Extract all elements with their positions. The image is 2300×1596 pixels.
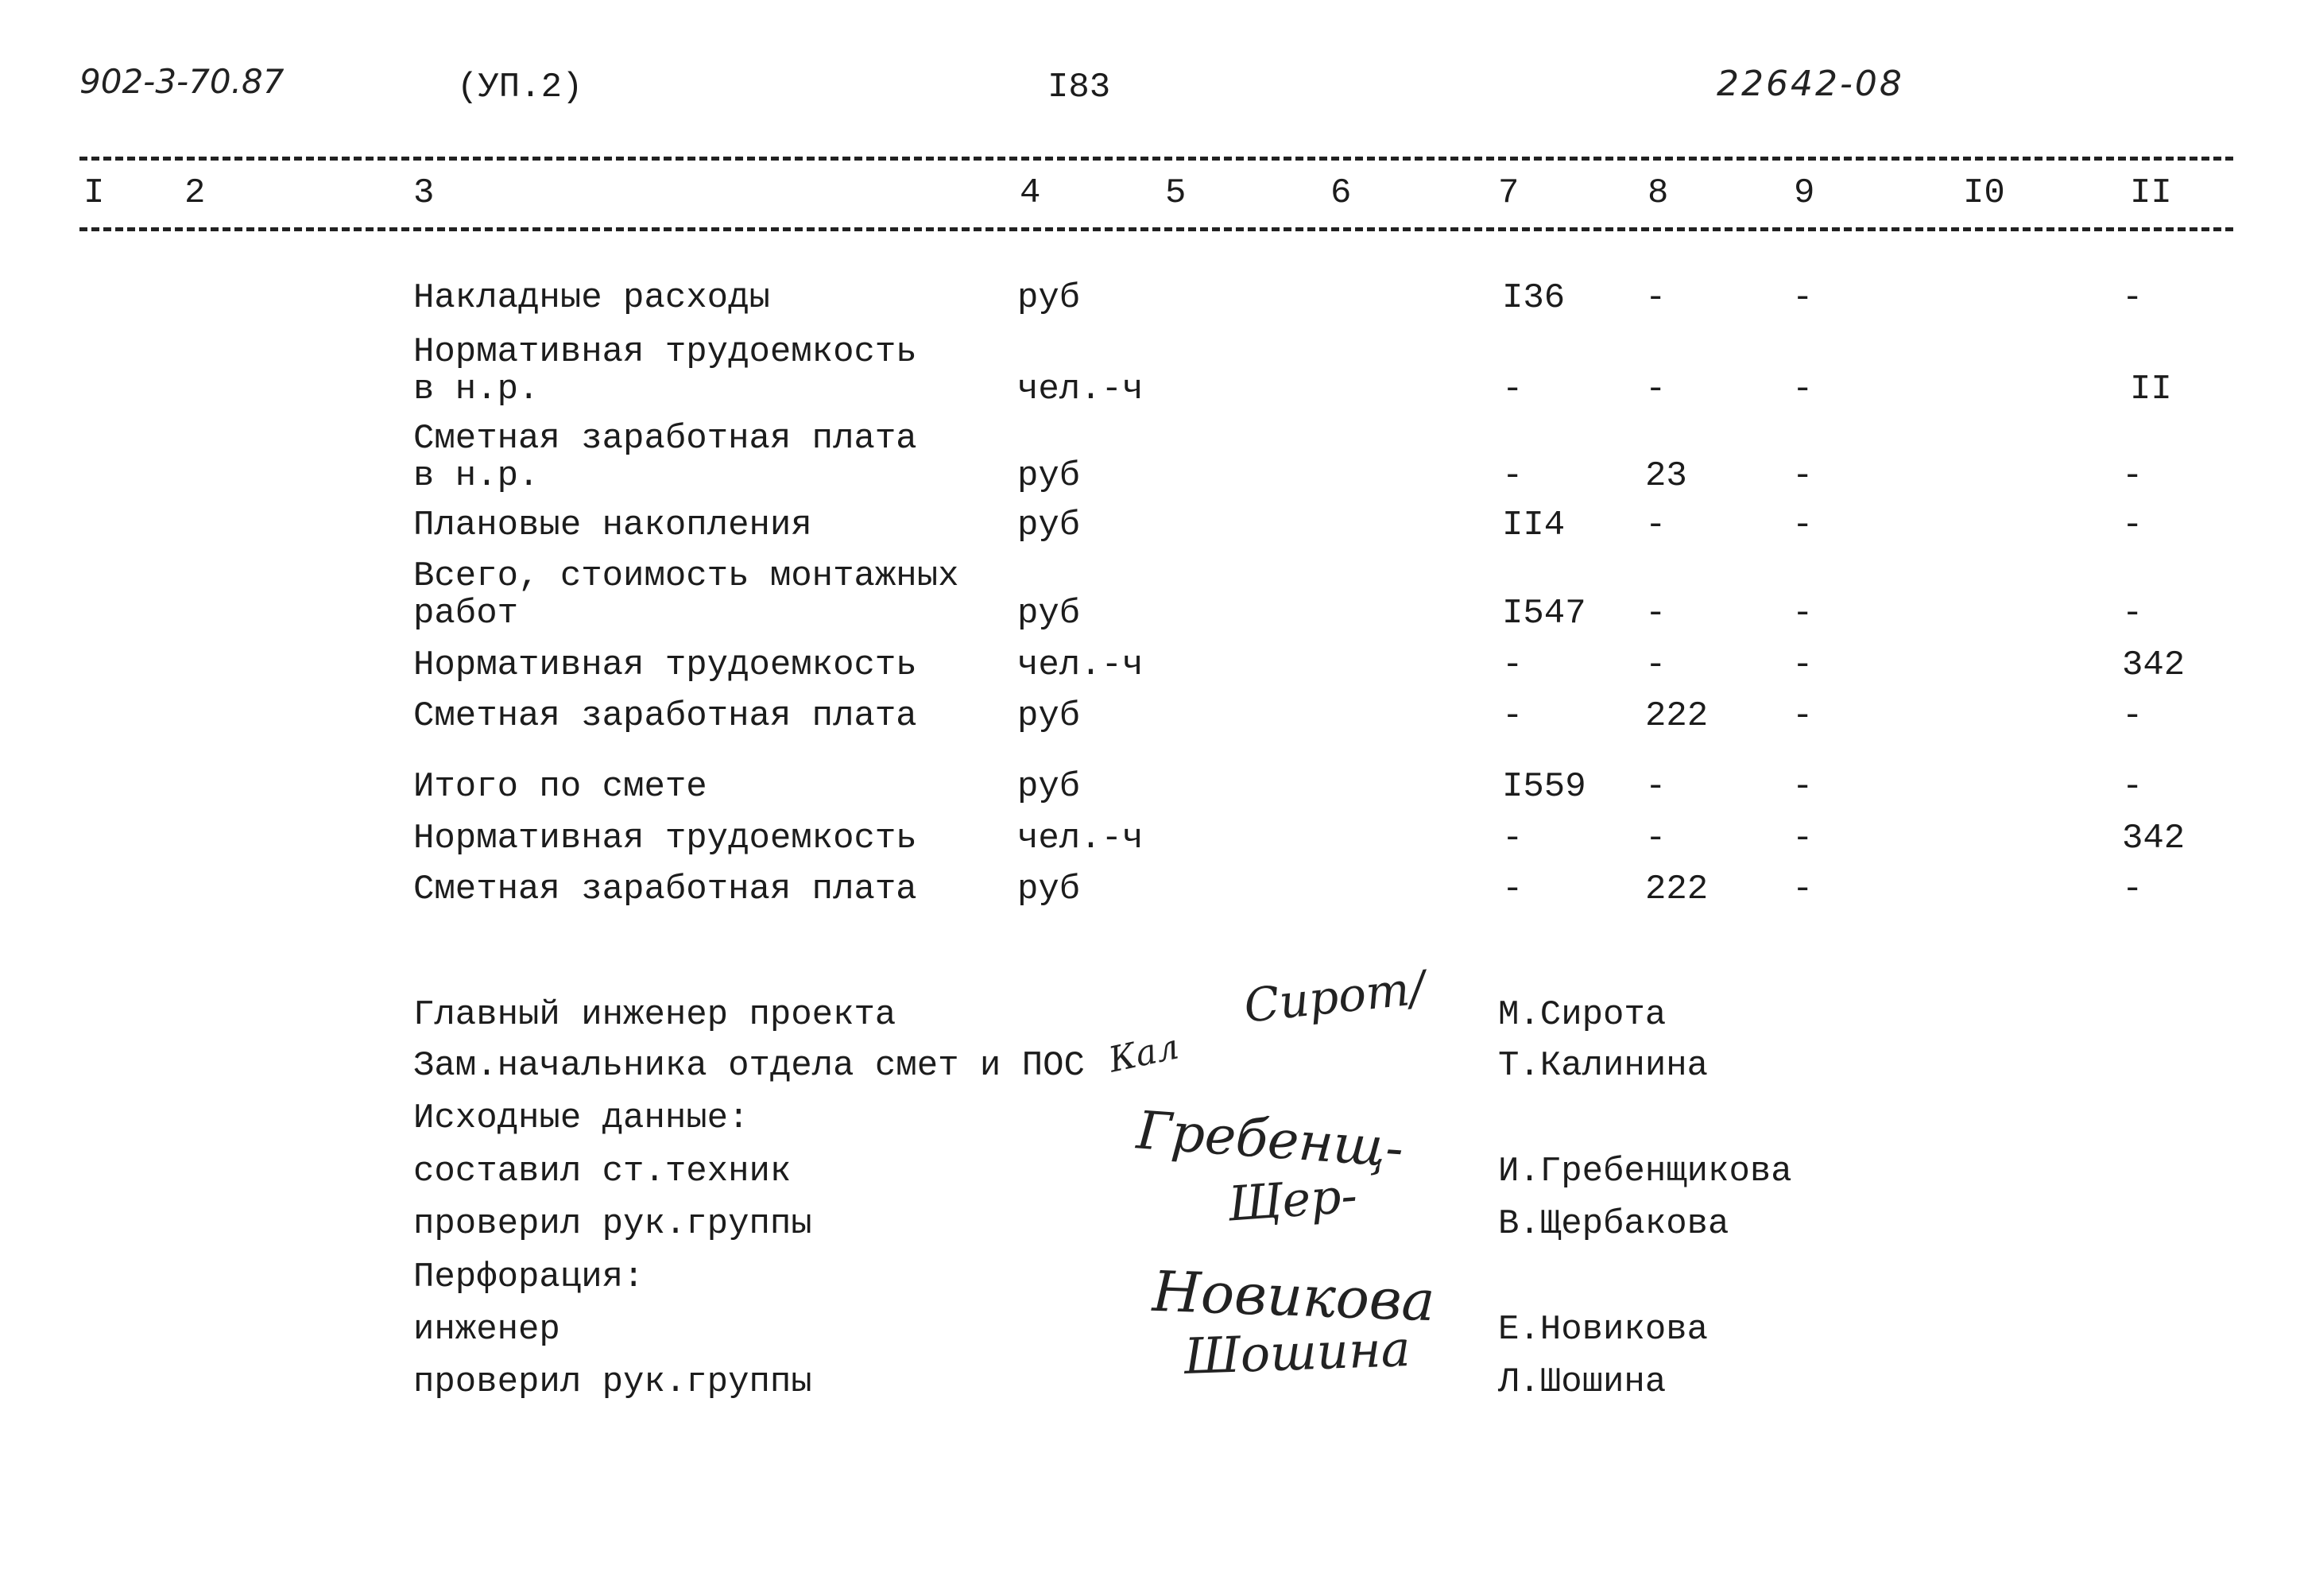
signatory-role: составил ст.техник (413, 1152, 792, 1191)
handwritten-signature: Щер- (1226, 1168, 1359, 1233)
column-header: I0 (1963, 173, 2005, 213)
item-unit: чел.-ч (1017, 645, 1144, 685)
value-col9: - (1792, 278, 1814, 318)
value-col7: - (1502, 696, 1524, 736)
value-col11: 342 (2122, 645, 2186, 685)
column-header: 6 (1330, 173, 1352, 213)
value-col8: - (1645, 767, 1667, 807)
column-header: 5 (1165, 173, 1187, 213)
item-unit: чел.-ч (1017, 819, 1144, 858)
value-col11: II (2130, 370, 2172, 409)
value-col7: - (1502, 645, 1524, 685)
signatory-role: проверил рук.группы (413, 1204, 812, 1244)
value-col9: - (1792, 819, 1814, 858)
item-name: Нормативная трудоемкость (413, 332, 917, 372)
column-header: 9 (1794, 173, 1815, 213)
item-unit: руб (1017, 767, 1081, 807)
value-col11: - (2122, 456, 2143, 496)
column-header: 4 (1020, 173, 1041, 213)
value-col8: 23 (1645, 456, 1687, 496)
value-col11: - (2122, 696, 2143, 736)
handwritten-signature: Гребенщ- (1134, 1099, 1406, 1180)
item-unit: руб (1017, 870, 1081, 909)
item-name: Всего, стоимость монтажных (413, 556, 959, 596)
handwritten-signature: Сирот/ (1241, 960, 1428, 1033)
value-col9: - (1792, 370, 1814, 409)
item-name: Нормативная трудоемкость (413, 819, 917, 858)
item-name: Сметная заработная плата (413, 870, 917, 909)
value-col9: - (1792, 506, 1814, 545)
item-name: Плановые накопления (413, 506, 812, 545)
section-label: Исходные данные: (413, 1098, 749, 1138)
column-header: 7 (1498, 173, 1520, 213)
item-name: Сметная заработная плата (413, 419, 917, 459)
value-col8: - (1645, 278, 1667, 318)
item-name: Сметная заработная плата (413, 696, 917, 736)
value-col8: 222 (1645, 870, 1709, 909)
value-col9: - (1792, 696, 1814, 736)
signatory-name: Л.Шошина (1498, 1362, 1667, 1402)
inventory-number: 22642-08 (1717, 64, 1904, 104)
value-col11: - (2122, 278, 2143, 318)
value-col8: 222 (1645, 696, 1709, 736)
item-unit: руб (1017, 456, 1081, 496)
value-col8: - (1645, 370, 1667, 409)
value-col11: - (2122, 594, 2143, 633)
value-col7: I559 (1502, 767, 1586, 807)
column-header: I (83, 173, 105, 213)
value-col8: - (1645, 819, 1667, 858)
item-unit: руб (1017, 594, 1081, 633)
item-unit: чел.-ч (1017, 370, 1144, 409)
value-col8: - (1645, 645, 1667, 685)
item-name: Накладные расходы (413, 278, 770, 318)
album-label: (УП.2) (457, 68, 583, 107)
value-col9: - (1792, 594, 1814, 633)
value-col9: - (1792, 645, 1814, 685)
signatory-role: инженер (413, 1310, 560, 1350)
item-name-continued: в н.р. (413, 370, 540, 409)
signatory-name: М.Сирота (1498, 995, 1667, 1035)
value-col11: - (2122, 870, 2143, 909)
item-unit: руб (1017, 278, 1081, 318)
value-col11: - (2122, 506, 2143, 545)
handwritten-signature: Кал (1105, 1026, 1183, 1081)
item-name-continued: работ (413, 594, 519, 633)
item-name-continued: в н.р. (413, 456, 540, 496)
value-col11: - (2122, 767, 2143, 807)
signatory-role: проверил рук.группы (413, 1362, 812, 1402)
item-unit: руб (1017, 506, 1081, 545)
value-col8: - (1645, 594, 1667, 633)
value-col7: - (1502, 870, 1524, 909)
column-header: 8 (1648, 173, 1669, 213)
signatory-name: Т.Калинина (1498, 1046, 1709, 1086)
value-col9: - (1792, 870, 1814, 909)
signatory-role: Главный инженер проекта (413, 995, 896, 1035)
page-number: I83 (1047, 68, 1111, 107)
header-rule-bottom (79, 227, 2233, 231)
value-col7: - (1502, 370, 1524, 409)
value-col7: - (1502, 819, 1524, 858)
item-name: Итого по смете (413, 767, 707, 807)
value-col9: - (1792, 767, 1814, 807)
doc-code: 902-3-70.87 (79, 62, 285, 101)
section-label: Перфорация: (413, 1257, 645, 1297)
item-unit: руб (1017, 696, 1081, 736)
column-header: 3 (413, 173, 435, 213)
column-header: 2 (184, 173, 206, 213)
value-col7: II4 (1502, 506, 1566, 545)
signatory-role: Зам.начальника отдела смет и ПОС (413, 1046, 1085, 1086)
signatory-name: В.Щербакова (1498, 1204, 1729, 1244)
value-col7: - (1502, 456, 1524, 496)
signatory-name: Е.Новикова (1498, 1310, 1709, 1350)
value-col11: 342 (2122, 819, 2186, 858)
value-col8: - (1645, 506, 1667, 545)
signatory-name: И.Гребенщикова (1498, 1152, 1792, 1191)
value-col9: - (1792, 456, 1814, 496)
value-col7: I36 (1502, 278, 1566, 318)
column-header: II (2130, 173, 2172, 213)
header-rule-top (79, 157, 2233, 161)
handwritten-signature: Новикова (1151, 1258, 1436, 1335)
handwritten-signature: Шошина (1183, 1319, 1411, 1385)
item-name: Нормативная трудоемкость (413, 645, 917, 685)
value-col7: I547 (1502, 594, 1586, 633)
